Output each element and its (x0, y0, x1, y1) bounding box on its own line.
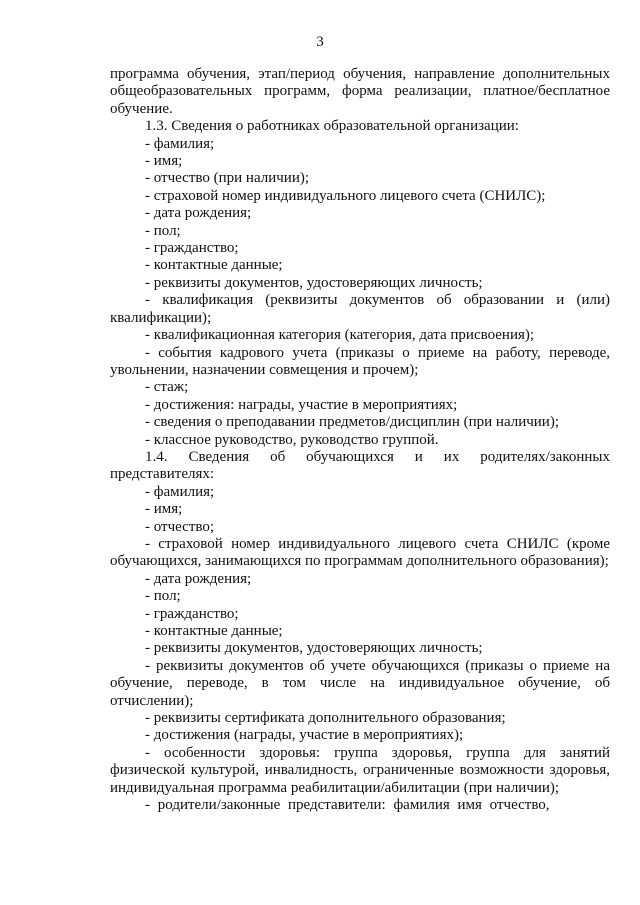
paragraph: - квалификация (реквизиты документов об образовании и (или) квалификации); (110, 292, 610, 326)
paragraph: - пол; (145, 588, 181, 605)
paragraph: - гражданство; (145, 605, 239, 622)
paragraph: 1.4. Сведения об обучающихся и их родителях/законных представителях: (110, 448, 610, 483)
paragraph: 1.3. Сведения о работниках образовательной организации: (145, 118, 519, 135)
paragraph: - отчество; (145, 518, 215, 535)
paragraph: - квалификационная категория (категория, дата присвоения); (145, 327, 535, 344)
paragraph: - дата рождения; (145, 570, 252, 587)
paragraph: - имя; (145, 153, 183, 170)
paragraph: - реквизиты документов, удостоверяющих личность; (145, 640, 483, 657)
paragraph: - сведения о преподавании предметов/дисциплин (при наличии); (145, 414, 560, 431)
paragraph: - достижения: награды, участие в мероприятиях; (145, 396, 458, 413)
paragraph: - пол; (145, 222, 181, 239)
paragraph: - реквизиты документов, удостоверяющих личность; (145, 274, 483, 291)
paragraph: программа обучения, этап/период обучения, направление дополнительных общеобразовательных программ, форма реализации, платное/бесплатное обучение. (110, 66, 610, 117)
paragraph: - особенности здоровья: группа здоровья, группа для занятий физической культурой, инвалидность, ограниченные возможности здоровья, индивидуальная программа реабилитации/абилитации (при наличии); (110, 744, 610, 796)
paragraph: - реквизиты сертификата дополнительного образования; (145, 710, 506, 727)
paragraph: - контактные данные; (145, 623, 283, 639)
paragraph: - реквизиты документов об учете обучающихся (приказы о приеме на обучение, переводе, в том числе на индивидуальное обучение, об отчислении); (110, 657, 610, 709)
paragraph: - дата рождения; (145, 205, 252, 222)
paragraph: - события кадрового учета (приказы о приеме на работу, переводе, увольнении, назначении совмещения и прочем); (110, 344, 610, 378)
paragraph: - достижения (награды, участие в мероприятиях); (145, 727, 464, 744)
paragraph: - родители/законные представители: фамилия имя отчество, (145, 797, 550, 814)
paragraph: - контактные данные; (145, 257, 283, 274)
paragraph: - классное руководство, руководство группой. (145, 431, 439, 448)
paragraph: - отчество (при наличии); (145, 170, 310, 187)
paragraph: - фамилия; (145, 483, 215, 500)
paragraph: - фамилия; (145, 135, 215, 152)
page-number: 3 (316, 34, 324, 50)
document-body (110, 66, 610, 814)
paragraph: - стаж; (145, 379, 189, 396)
paragraph: - имя; (145, 501, 183, 518)
paragraph: - страховой номер индивидуального лицевого счета СНИЛС (кроме обучающихся, занимающихся по программам дополнительного образования); (110, 535, 610, 570)
paragraph: - гражданство; (145, 240, 239, 257)
paragraph: - страховой номер индивидуального лицевого счета (СНИЛС); (145, 187, 546, 204)
